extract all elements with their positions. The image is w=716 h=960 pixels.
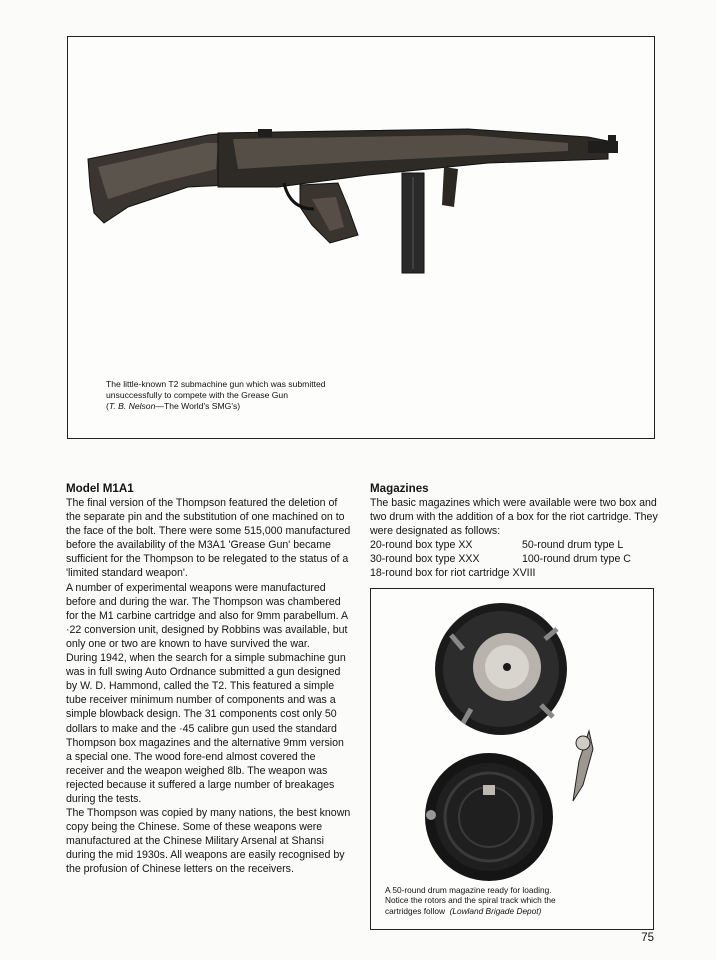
caption-credit: (Lowland Brigade Depot)	[449, 905, 542, 916]
table-cell: 20-round box type XX	[370, 539, 473, 552]
section-heading-magazines: Magazines	[370, 482, 429, 495]
paragraph: The final version of the Thompson featured the deletion of the separate pin and the substitution of one machined on to the face of the bolt. There were some 515,000 manufactured before the availability of the M3A1 'Grease Gun' became sufficient for the Thompson to be relegated to the status of a 'limited standard weapon'.	[66, 497, 351, 580]
caption-credit-author: T. B. Nelson	[108, 401, 156, 411]
caption-line: A 50-round drum magazine ready for loading.	[385, 885, 552, 895]
top-figure-caption	[106, 379, 436, 412]
table-cell: 18-round box for riot cartridge XVIII	[370, 567, 536, 580]
paragraph: A number of experimental weapons were manufactured before and during the war. The Thompson was chambered for the M1 carbine cartridge and also for 9mm parabellum. A ·22 conversion unit, designed by Robbins was available, but only one or two are known to have survived the war.	[66, 581, 348, 650]
left-column	[66, 481, 352, 877]
caption-credit-open: (	[106, 401, 109, 411]
caption-credit	[106, 401, 436, 412]
caption-line: unsuccessfully to compete with the Grease Gun	[106, 390, 288, 400]
caption-line: Notice the rotors and the spiral track which the	[385, 895, 556, 906]
paragraph: The basic magazines which were available were two box and two drum with the addition of a box for the riot cartridge. They were designated as follows:	[370, 497, 658, 538]
table-cell: 30-round box type XXX	[370, 553, 480, 566]
paragraph: The Thompson was copied by many nations, the best known copy being the Chinese. Some of these weapons were manufactured at the Chinese Military Arsenal at Shansi during the mid 1930s. All weapons are easily recognised by the profusion of Chinese letters on the receivers.	[66, 807, 351, 876]
drum-figure	[370, 588, 654, 930]
caption-line: The little-known T2 submachine gun which was submitted	[106, 379, 326, 389]
table-row	[370, 538, 662, 552]
table-cell: 100-round drum type C	[522, 553, 631, 566]
page-number: 75	[641, 932, 654, 944]
drum-magazine-illustration	[371, 589, 655, 931]
caption-text: cartridges follow	[385, 905, 445, 916]
paragraph: During 1942, when the search for a simple submachine gun was in full swing Auto Ordnance submitted a gun designed by W. D. Hammond, called the T2. This featured a simple tube receiver minimum number of components and was a simple blowback design. The 31 components cost only 50 dollars to make and the ·45 calibre gun used the standard Thompson box magazines and the alternative 9mm version a special one. The wood fore-end almost covered the receiver and the weapon weighed 8lb. The weapon was rejected because it suffered a large number of breakages during the tests.	[66, 652, 346, 805]
table-cell: 50-round drum type L	[522, 539, 624, 552]
caption-credit-source: —The World's SMG's)	[155, 401, 241, 411]
section-heading-model-m1a1: Model M1A1	[66, 482, 134, 495]
caption-line	[385, 906, 641, 916]
top-figure	[67, 36, 655, 439]
magazine-types-table	[370, 538, 662, 580]
drum-figure-caption	[385, 885, 641, 916]
table-row	[370, 566, 662, 580]
right-column	[370, 481, 662, 581]
table-row	[370, 552, 662, 566]
